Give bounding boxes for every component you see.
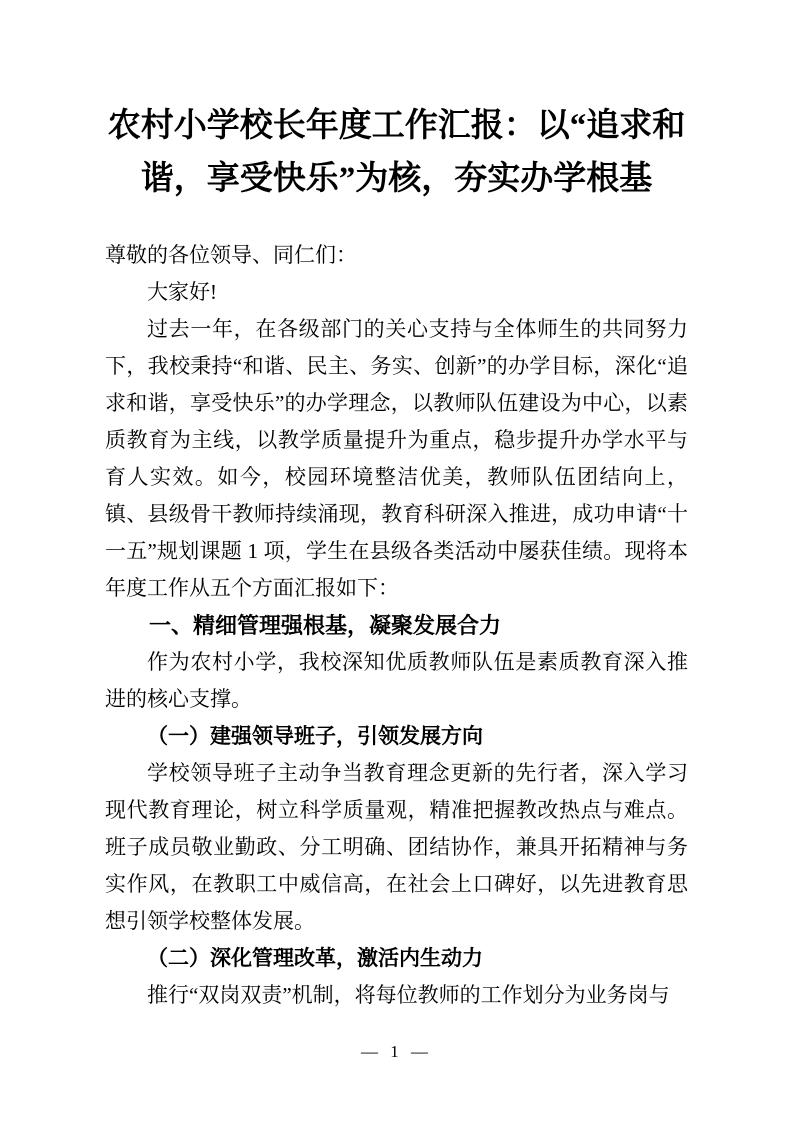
- body-salutation: 尊敬的各位领导、同仁们：: [105, 243, 357, 267]
- body-paragraph: 大家好!: [147, 280, 217, 304]
- section-heading-1: 一、精细管理强根基，凝聚发展合力: [149, 613, 502, 638]
- document-title: 农村小学校长年度工作汇报：以“追求和谐，享受快乐”为核，夯实办学根基: [107, 108, 686, 197]
- page-number: — 1 —: [361, 1042, 432, 1061]
- section-heading-2: （一）建强领导班子，引领发展方向: [147, 724, 483, 748]
- body-paragraph: 学校领导班子主动争当教育理念更新的先行者，深入学习现代教育理论，树立科学质量观，精准把握教改热点与难点。班子成员敬业勤政、分工明确、团结协作，兼具开拓精神与务实作风，在教职工中威信高，在社会上口碑好，以先进教育思想引领学校整体发展。: [105, 761, 688, 933]
- document-body: [105, 237, 688, 1014]
- section-heading-2: （二）深化管理改革，激活内生动力: [147, 946, 483, 970]
- body-paragraph: 作为农村小学，我校深知优质教师队伍是素质教育深入推进的核心支撑。: [105, 650, 688, 711]
- body-paragraph: 过去一年，在各级部门的关心支持与全体师生的共同努力下，我校秉持“和谐、民主、务实、创新”的办学目标，深化“追求和谐，享受快乐”的办学理念，以教师队伍建设为中心，以素质教育为主线，以教学质量提升为重点，稳步提升办学水平与育人实效。如今，校园环境整洁优美，教师队伍团结向上，镇、县级骨干教师持续涌现，教育科研深入推进，成功申请“十一五”规划课题 1 项，学生在县级各类活动中屡获佳绩。现将本年度工作从五个方面汇报如下：: [105, 317, 688, 600]
- body-paragraph: 推行“双岗双责”机制，将每位教师的工作划分为业务岗与: [147, 983, 670, 1007]
